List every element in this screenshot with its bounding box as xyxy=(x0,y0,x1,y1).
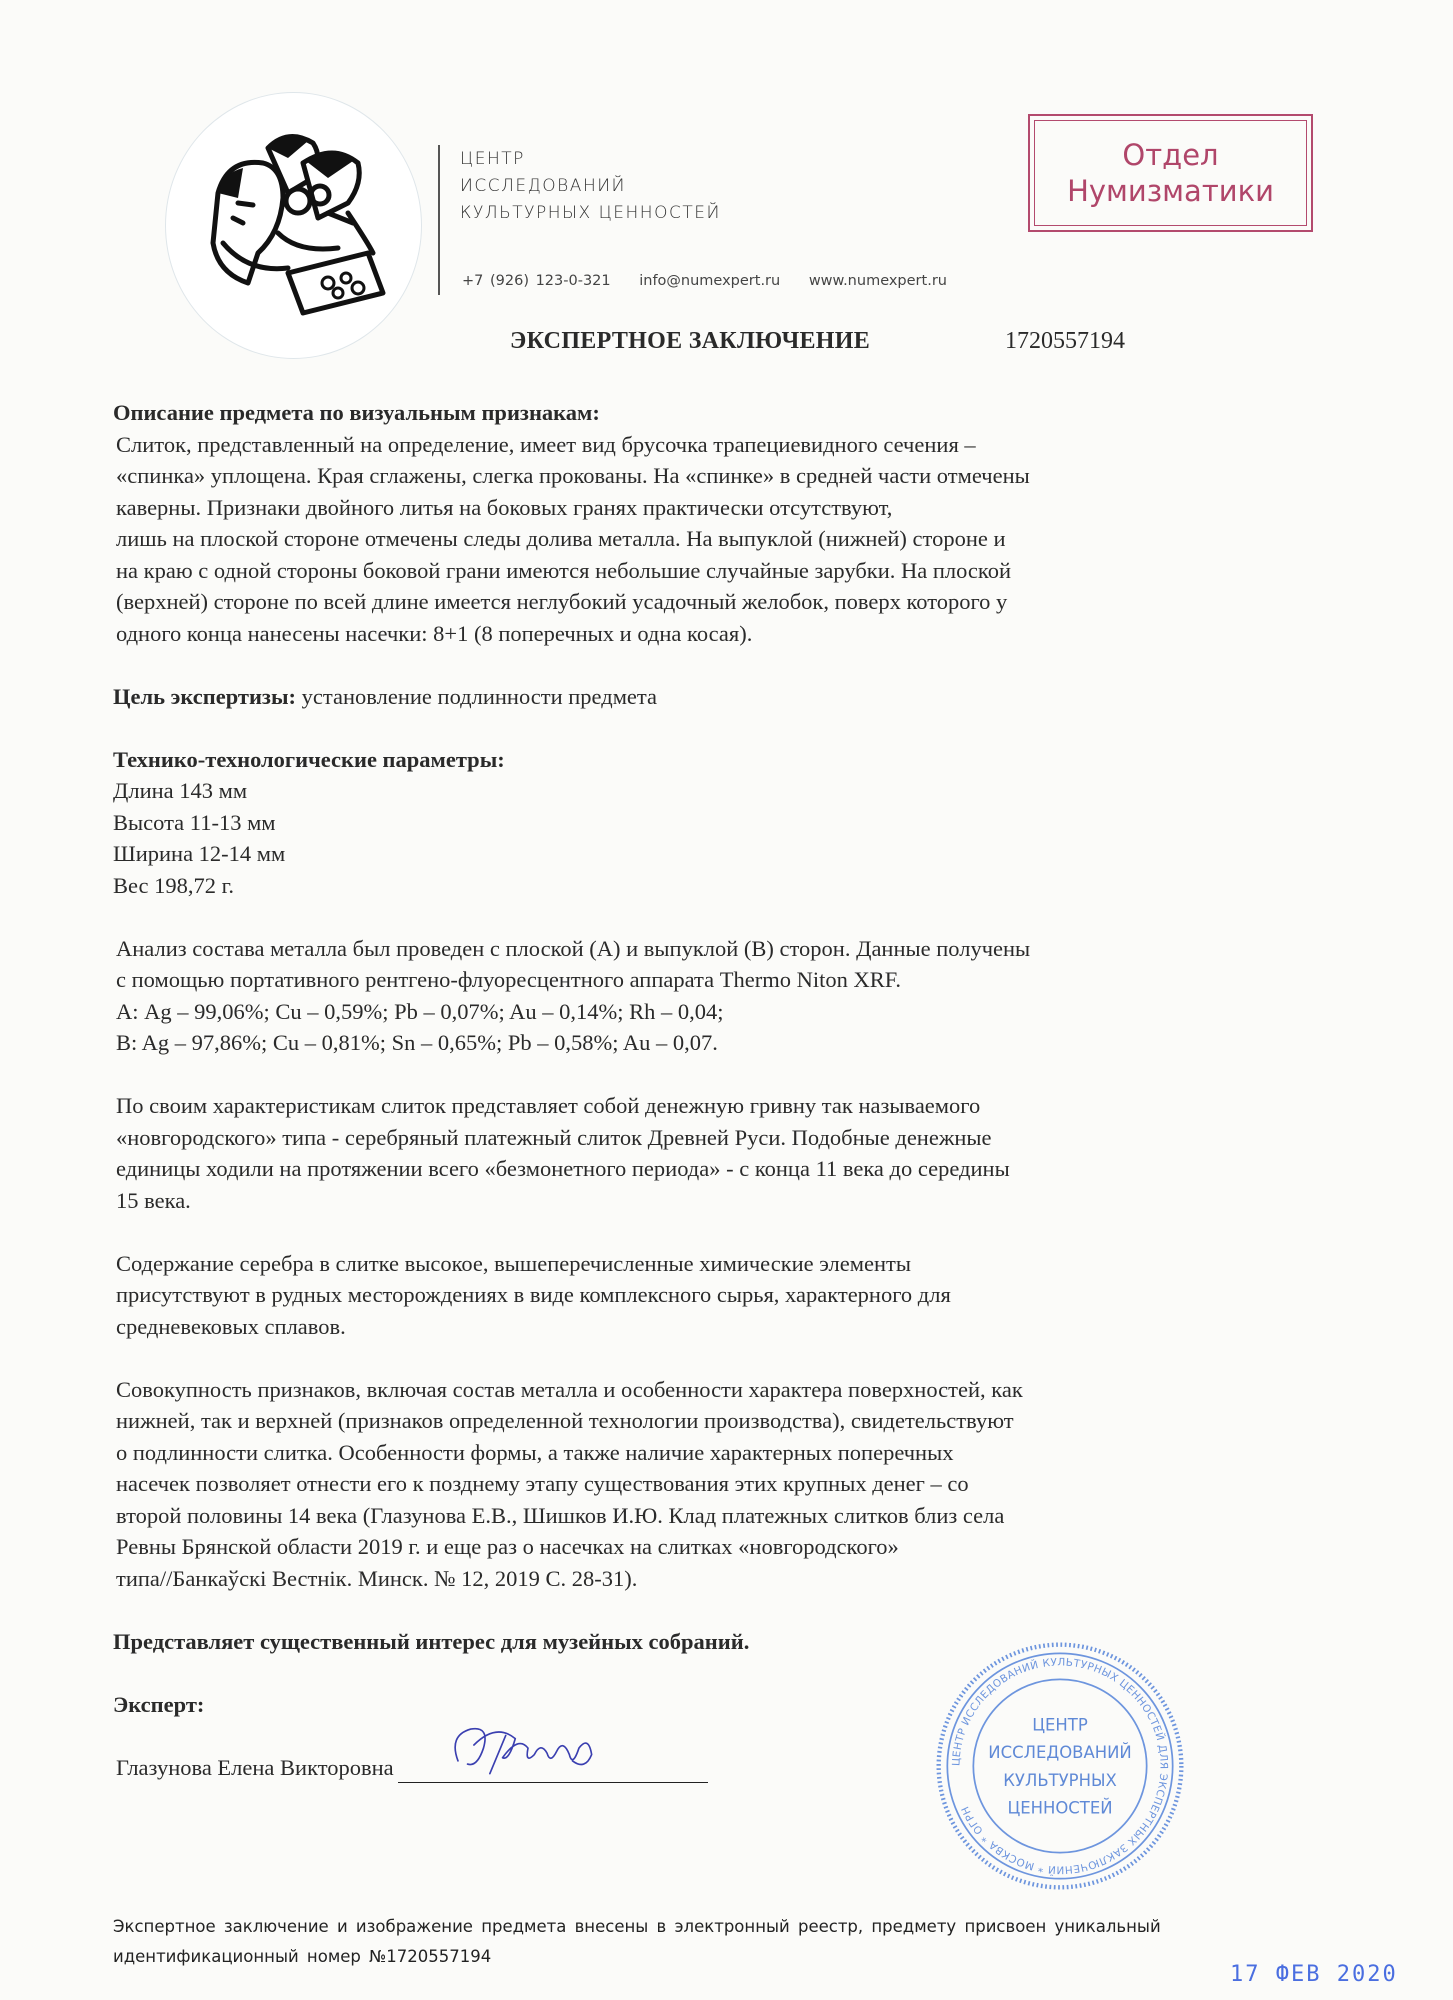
description-line: «спинка» уплощена. Края сглажены, слегка прокованы. На «спинке» в средней части отмечены xyxy=(116,463,1030,488)
stamp-ring xyxy=(947,1653,1172,1878)
description-line: Слиток, представленный на определение, имеет вид брусочка трапециевидного сечения – xyxy=(116,431,976,457)
stamp-inner-ring xyxy=(973,1679,1146,1852)
purpose-section xyxy=(113,681,1353,713)
description-line: (верхней) стороне по всей длине имеется неглубокий усадочный желобок, поверх которого у xyxy=(116,589,1008,614)
analysis-line: B: Ag – 97,86%; Cu – 0,81%; Sn – 0,65%; Pb – 0,58%; Au – 0,07. xyxy=(116,1030,718,1055)
type-conclusion-line: По своим характеристикам слиток представляет собой денежную гривну так называемого xyxy=(116,1093,981,1118)
analysis-line: с помощью портативного рентгено-флуоресцентного аппарата Thermo Niton XRF. xyxy=(116,967,902,992)
summary-section xyxy=(113,1374,1353,1595)
summary-line: типа//Банкаўскі Вестнік. Минск. № 12, 2019 С. 28-31). xyxy=(116,1565,638,1591)
description-line: одного конца нанесены насечки: 8+1 (8 поперечных и одна косая). xyxy=(116,620,753,646)
stamp-ring-text: ЦЕНТР ИССЛЕДОВАНИЙ КУЛЬТУРНЫХ ЦЕННОСТЕЙ ДЛЯ ЭКСПЕРТНЫХ ЗАКЛЮЧЕНИЙ * МОСКВА * ОГРН xyxy=(950,1656,1170,1876)
description-section xyxy=(113,397,1353,649)
parameter-item: Ширина 12-14 мм xyxy=(113,841,286,866)
description-line: лишь на плоской стороне отмечены следы долива металла. На выпуклой (нижней) стороне и xyxy=(116,526,1006,551)
museum-interest: Представляет существенный интерес для музейных собраний. xyxy=(113,1628,750,1654)
org-name-line: ЦЕНТР xyxy=(460,149,525,169)
stamp-center-line: ИССЛЕДОВАНИЙ xyxy=(988,1743,1132,1763)
organization-name xyxy=(460,146,721,227)
parameters-list xyxy=(113,775,1353,901)
department-stamp-line: Отдел xyxy=(1122,138,1219,172)
parameters-heading: Технико-технологические параметры: xyxy=(113,746,505,772)
analysis-section xyxy=(113,933,1353,1059)
document-body xyxy=(113,397,1353,1783)
summary-line: насечек позволяет отнести его к позднему этапу существования этих крупных денег – со xyxy=(116,1471,969,1496)
expert-name: Глазунова Елена Викторовна xyxy=(116,1754,394,1780)
summary-line: нижней, так и верхней (признаков определенной технологии производства), свидетельствуют xyxy=(116,1408,1014,1433)
date-stamp: 17 ФЕВ 2020 xyxy=(1230,1962,1398,1987)
footer-line: идентификационный номер №1720557194 xyxy=(113,1947,492,1966)
registry-footer xyxy=(113,1912,1161,1972)
description-text xyxy=(113,429,1353,650)
silver-content-line: присутствуют в рудных месторождениях в виде комплексного сырья, характерного для xyxy=(116,1282,951,1307)
type-conclusion-section xyxy=(113,1090,1353,1216)
type-conclusion-line: 15 века. xyxy=(116,1187,191,1213)
round-seal-stamp xyxy=(930,1640,1190,1892)
type-conclusion-line: «новгородского» типа - серебряный платежный слиток Древней Руси. Подобные денежные xyxy=(116,1124,992,1150)
parameter-item: Вес 198,72 г. xyxy=(113,872,234,898)
type-conclusion-line: единицы ходили на протяжении всего «безмонетного периода» - с конца 11 века до середины xyxy=(116,1156,1010,1181)
document-number: 1720557194 xyxy=(1005,328,1125,354)
description-line: на краю с одной стороны боковой грани имеются небольшие случайные зарубки. На плоской xyxy=(116,557,1012,583)
silver-content-line: средневековых сплавов. xyxy=(116,1313,346,1339)
silver-content-line: Содержание серебра в слитке высокое, вышеперечисленные химические элементы xyxy=(116,1250,911,1276)
signature-line xyxy=(398,1756,708,1783)
numismatists-logo-icon xyxy=(188,123,398,323)
document-title: ЭКСПЕРТНОЕ ЗАКЛЮЧЕНИЕ xyxy=(510,328,871,354)
analysis-line: Анализ состава металла был проведен с плоской (А) и выпуклой (В) сторон. Данные получены xyxy=(116,935,1031,961)
description-heading: Описание предмета по визуальным признакам: xyxy=(113,400,600,425)
department-stamp-line: Нумизматики xyxy=(1067,174,1274,208)
analysis-line: А: Ag – 99,06%; Cu – 0,59%; Pb – 0,07%; Au – 0,14%; Rh – 0,04; xyxy=(116,998,724,1024)
summary-line: Совокупность признаков, включая состав металла и особенности характера поверхностей, как xyxy=(116,1376,1023,1402)
stamp-center-line: ЦЕНТР xyxy=(1032,1715,1088,1735)
org-name-line: ИССЛЕДОВАНИЙ xyxy=(460,176,626,196)
logo xyxy=(165,92,422,359)
stamp-outer-ring xyxy=(939,1645,1182,1888)
header-divider xyxy=(438,145,440,295)
purpose-value: установление подлинности предмета xyxy=(301,683,658,709)
website-link[interactable]: www.numexpert.ru xyxy=(808,273,947,289)
stamp-center-line: КУЛЬТУРНЫХ xyxy=(1003,1770,1117,1790)
contacts xyxy=(462,273,969,289)
summary-line: о подлинности слитка. Особенности формы, а также наличие характерных поперечных xyxy=(116,1439,954,1465)
signature-icon xyxy=(408,1710,648,1780)
email-link[interactable]: info@numexpert.ru xyxy=(639,273,781,289)
summary-line: второй половины 14 века (Глазунова Е.В., Шишков И.Ю. Клад платежных слитков близ села xyxy=(116,1502,1005,1528)
summary-line: Ревны Брянской области 2019 г. и еще раз о насечках на слитках «новгородского» xyxy=(116,1534,899,1559)
footer-line: Экспертное заключение и изображение предмета внесены в электронный реестр, предмету присвоен уникальный xyxy=(113,1917,1161,1936)
parameter-item: Высота 11-13 мм xyxy=(113,809,276,835)
silver-content-section xyxy=(113,1248,1353,1343)
purpose-label: Цель экспертизы: xyxy=(113,683,297,709)
parameter-item: Длина 143 мм xyxy=(113,778,248,803)
department-stamp xyxy=(1028,114,1313,232)
expert-label: Эксперт: xyxy=(113,1691,205,1717)
parameters-section xyxy=(113,744,1353,902)
description-line: каверны. Признаки двойного литья на боковых гранях практически отсутствуют, xyxy=(116,494,893,520)
phone-number: +7 (926) 123-0-321 xyxy=(462,273,611,289)
org-name-line: КУЛЬТУРНЫХ ЦЕННОСТЕЙ xyxy=(460,203,721,223)
stamp-center-line: ЦЕННОСТЕЙ xyxy=(1007,1798,1113,1818)
